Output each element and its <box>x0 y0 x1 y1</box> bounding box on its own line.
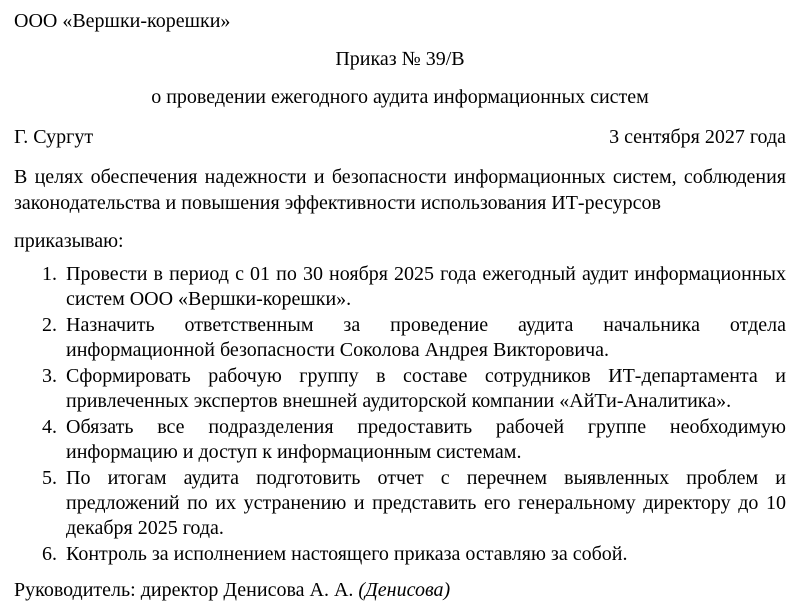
list-item: 4. Обязать все подразделения предоставить рабочей группе необходимую информацию и доступ к информационным системам. <box>62 415 786 465</box>
document-meta-row <box>14 124 786 150</box>
list-item: 6. Контроль за исполнением настоящего приказа оставляю за собой. <box>62 542 786 567</box>
order-items-list <box>14 262 786 567</box>
signature-name: (Денисова) <box>358 579 451 601</box>
list-item: 1. Провести в период с 01 по 30 ноября 2025 года ежегодный аудит информационных систем ООО «Вершки-корешки». <box>62 262 786 312</box>
document-date: 3 сентября 2027 года <box>609 126 786 148</box>
document-subtitle: о проведении ежегодного аудита информационных систем <box>151 86 649 108</box>
order-keyword: приказываю: <box>14 230 124 252</box>
signature-role: Руководитель: директор Денисова А. А. <box>14 579 359 601</box>
document-preamble: В целях обеспечения надежности и безопасности информационных систем, соблюдения законодательства и повышения эффективности использования ИТ-ресурсов <box>14 166 786 214</box>
document-title: Приказ № 39/В <box>335 48 465 70</box>
signature-line <box>14 577 786 603</box>
document-city: Г. Сургут <box>14 126 94 148</box>
list-item: 2. Назначить ответственным за проведение аудита начальника отдела информационной безопасности Соколова Андрея Викторовича. <box>62 313 786 363</box>
organization-name: ООО «Вершки-корешки» <box>14 10 231 32</box>
list-item: 5. По итогам аудита подготовить отчет с перечнем выявленных проблем и предложений по их устранению и представить его генеральному директору до 10 декабря 2025 года. <box>62 466 786 541</box>
list-item: 3. Сформировать рабочую группу в составе сотрудников ИТ-департамента и привлеченных экспертов внешней аудиторской компании «АйТи-Аналитика». <box>62 364 786 414</box>
